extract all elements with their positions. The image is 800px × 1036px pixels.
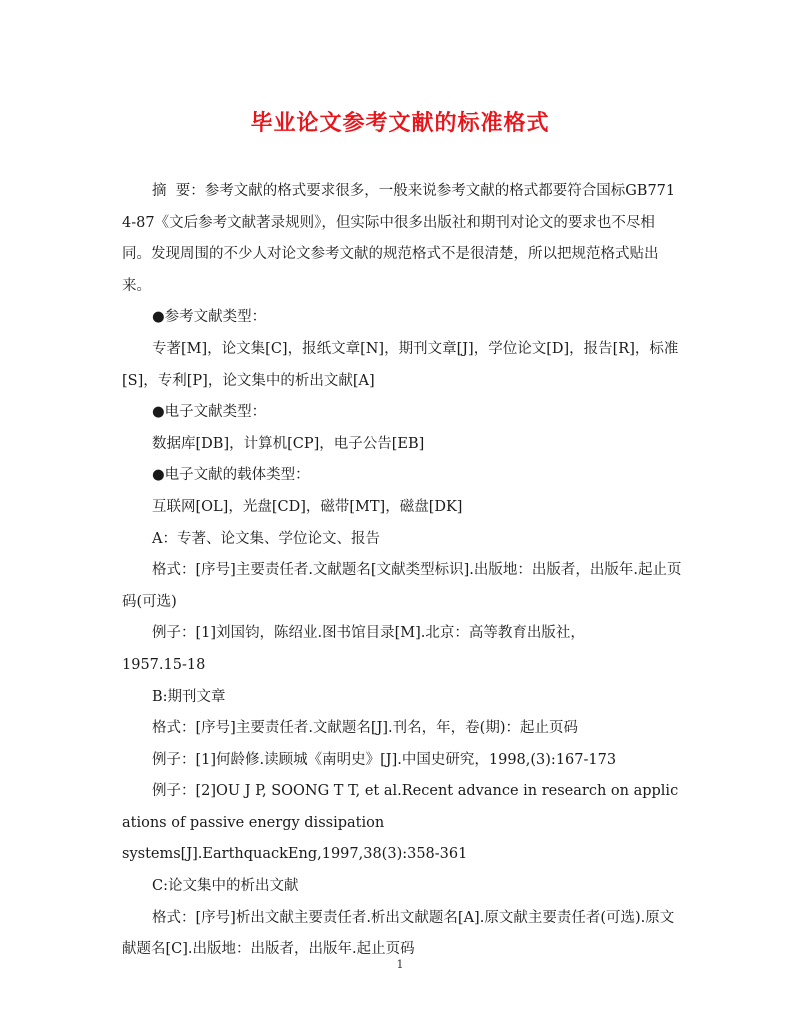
section-b-example-2: 例子：[2]OU J P, SOONG T T, et al.Recent advance in research on applications of passive energy dissipation xyxy=(122,783,679,831)
reference-types-list: 专著[M]，论文集[C]，报纸文章[N]，期刊文章[J]，学位论文[D]，报告[R]，标准[S]，专利[P]，论文集中的析出文献[A] xyxy=(122,340,679,389)
section-a-format: 格式：[序号]主要责任者.文献题名[文献类型标识].出版地：出版者，出版年.起止页码(可选) xyxy=(122,562,682,610)
section-c-format: 格式：[序号]析出文献主要责任者.析出文献题名[A].原文献主要责任者(可选).原文献题名[C].出版地：出版者，出版年.起止页码 xyxy=(122,909,675,958)
section-b-example-1: 例子：[1]何龄修.读顾城《南明史》[J].中国史研究，1998,(3):167-173 xyxy=(152,751,617,768)
section-a-example-continued: 1957.15-18 xyxy=(122,656,206,673)
section-a-heading: A：专著、论文集、学位论文、报告 xyxy=(152,530,380,547)
electronic-types-heading: ●电子文献类型： xyxy=(152,404,267,421)
reference-types-heading: ●参考文献类型： xyxy=(152,309,267,326)
page-number: 1 xyxy=(396,958,404,971)
section-b-format: 格式：[序号]主要责任者.文献题名[J].刊名，年，卷(期)：起止页码 xyxy=(152,720,578,737)
carrier-types-list: 互联网[OL]，光盘[CD]，磁带[MT]，磁盘[DK] xyxy=(152,498,463,515)
document-title: 毕业论文参考文献的标准格式 xyxy=(250,110,550,136)
section-b-example-2-continued: systems[J].EarthquackEng,1997,38(3):358-361 xyxy=(122,846,468,863)
section-a-example: 例子：[1]刘国钧，陈绍业.图书馆目录[M].北京：高等教育出版社， xyxy=(152,625,585,642)
electronic-types-list: 数据库[DB]，计算机[CP]，电子公告[EB] xyxy=(152,435,425,452)
abstract-paragraph: 摘 要：参考文献的格式要求很多，一般来说参考文献的格式都要符合国标GB7714-87《文后参考文献著录规则》，但实际中很多出版社和期刊对论文的要求也不尽相同。发现周围的不少人对论文参考文献的规范格式不是很清楚，所以把规范格式贴出来。 xyxy=(122,183,676,294)
carrier-types-heading: ●电子文献的载体类型： xyxy=(152,467,310,484)
document-body xyxy=(122,176,682,966)
section-c-heading: C:论文集中的析出文献 xyxy=(152,878,299,895)
section-b-heading: B:期刊文章 xyxy=(152,688,226,705)
